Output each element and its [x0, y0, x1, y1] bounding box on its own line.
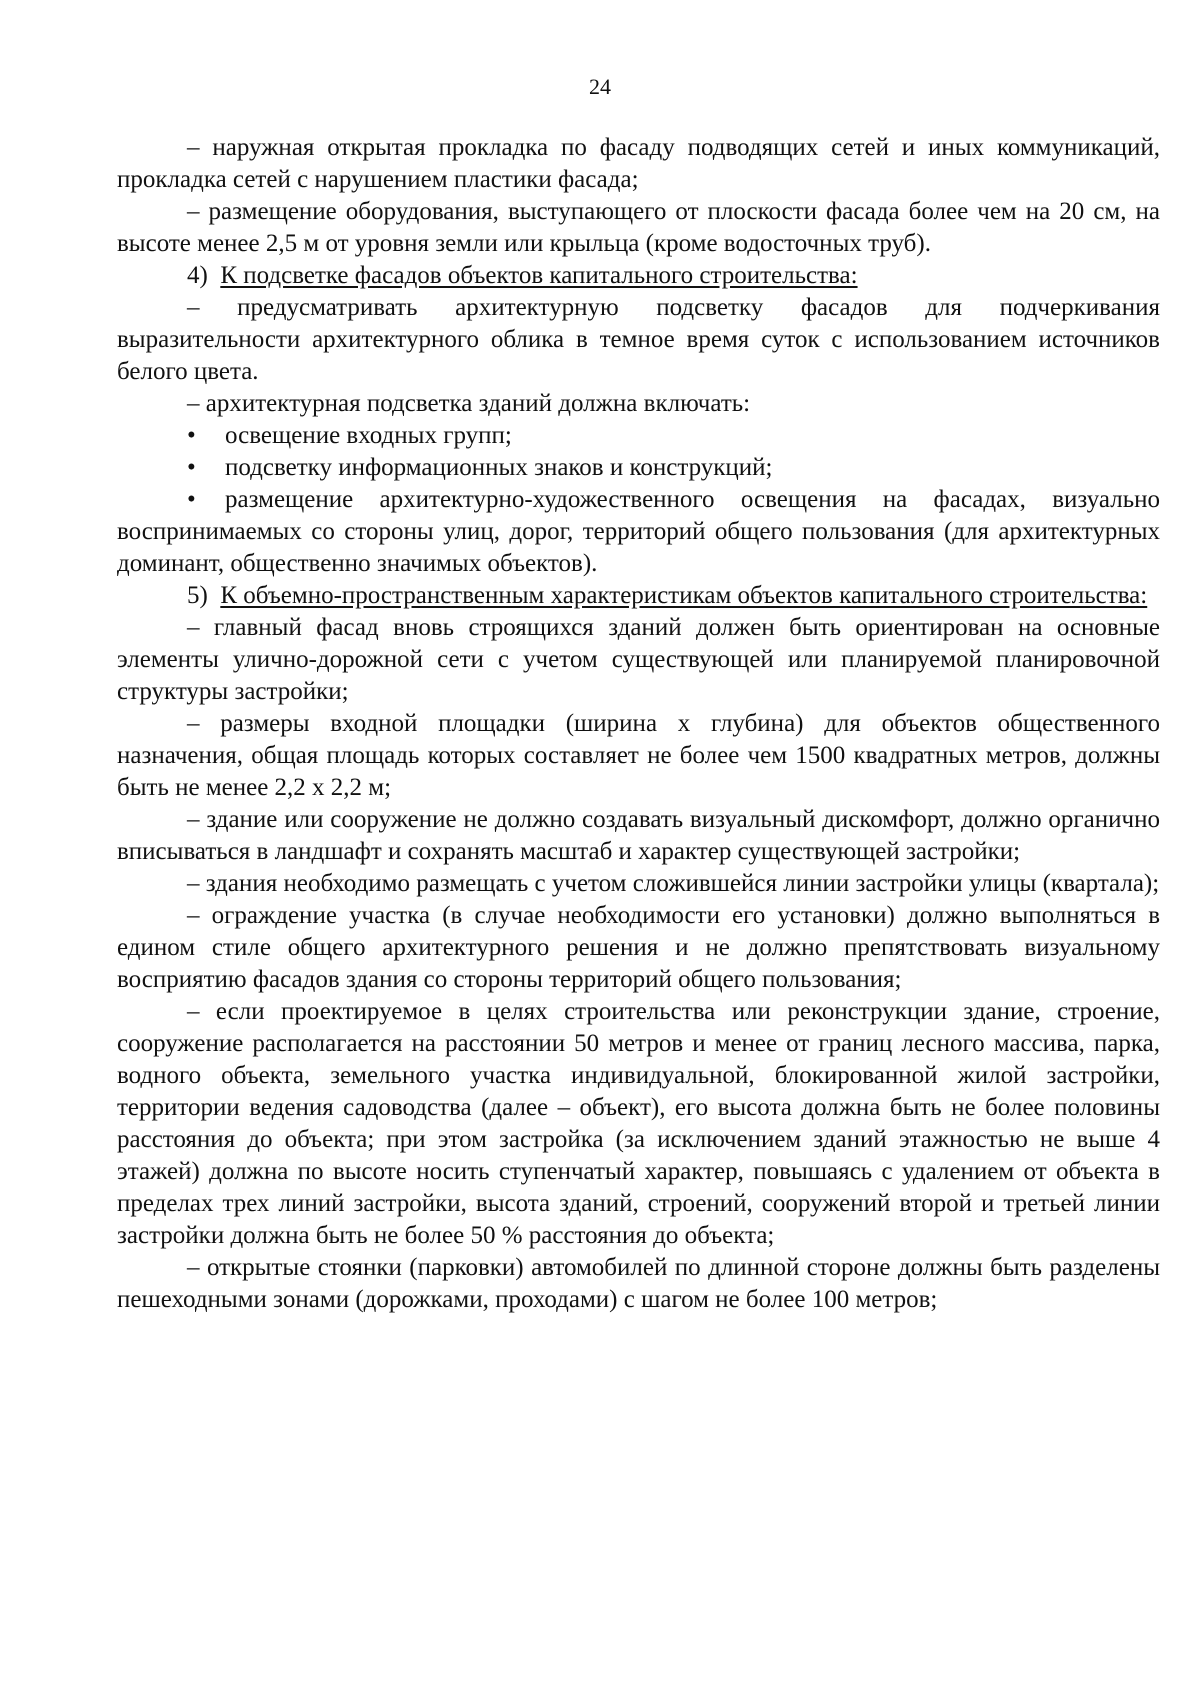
bullet-text: освещение входных групп;	[225, 422, 512, 449]
section-title: К объемно-пространственным характеристикам объектов капитального строительства:	[220, 582, 1148, 609]
bullet-icon: •	[187, 454, 196, 481]
bullet-item	[117, 484, 1160, 580]
page-number: 24	[589, 74, 611, 99]
paragraph: – если проектируемое в целях строительства или реконструкции здание, строение, сооружение располагается на расстоянии 50 метров и менее от границ лесного массива, парка, водного объекта, земельного участка индивидуальной, блокированной жилой застройки, территории ведения садоводства (далее – объект), его высота должна быть не более половины расстояния до объекта; при этом застройка (за исключением зданий этажностью не выше 4 этажей) должна по высоте носить ступенчатый характер, повышаясь с удалением от объекта в пределах трех линий застройки, высота зданий, строений, сооружений второй и третьей линии застройки должна быть не более 50 % расстояния до объекта;	[117, 998, 1160, 1249]
paragraph: – наружная открытая прокладка по фасаду подводящих сетей и иных коммуникаций, прокладка сетей с нарушением пластики фасада;	[117, 134, 1160, 193]
bullet-text: размещение архитектурно-художественного освещения на фасадах, визуально воспринимаемых со стороны улиц, дорог, территорий общего пользования (для архитектурных доминант, общественно значимых объектов).	[117, 486, 1160, 577]
paragraph: – размещение оборудования, выступающего от плоскости фасада более чем на 20 см, на высоте менее 2,5 м от уровня земли или крыльца (кроме водосточных труб).	[117, 198, 1160, 257]
bullet-text: подсветку информационных знаков и конструкций;	[225, 454, 773, 481]
paragraph: – открытые стоянки (парковки) автомобилей по длинной стороне должны быть разделены пешеходными зонами (дорожками, проходами) с шагом не более 100 метров;	[117, 1254, 1160, 1313]
bullet-item	[117, 452, 1160, 484]
paragraph: – предусматривать архитектурную подсветку фасадов для подчеркивания выразительности архитектурного облика в темное время суток с использованием источников белого цвета.	[117, 294, 1160, 385]
paragraph: – архитектурная подсветка зданий должна включать:	[187, 390, 751, 417]
paragraph: – главный фасад вновь строящихся зданий должен быть ориентирован на основные элементы улично-дорожной сети с учетом существующей или планируемой планировочной структуры застройки;	[117, 614, 1160, 705]
paragraph: – ограждение участка (в случае необходимости его установки) должно выполняться в едином стиле общего архитектурного решения и не должно препятствовать визуальному восприятию фасадов здания со стороны территорий общего пользования;	[117, 902, 1160, 993]
paragraph: – здание или сооружение не должно создавать визуальный дискомфорт, должно органично вписываться в ландшафт и сохранять масштаб и характер существующей застройки;	[117, 806, 1160, 865]
document-body	[117, 132, 1160, 1316]
bullet-icon: •	[187, 422, 196, 449]
section-number: 4)	[187, 262, 208, 289]
section-number: 5)	[187, 582, 208, 609]
bullet-item	[117, 420, 1160, 452]
section-heading	[117, 260, 1160, 292]
section-title: К подсветке фасадов объектов капитального строительства:	[220, 262, 858, 289]
bullet-icon: •	[187, 486, 196, 513]
section-heading	[117, 580, 1160, 612]
paragraph: – размеры входной площадки (ширина х глубина) для объектов общественного назначения, общая площадь которых составляет не более чем 1500 квадратных метров, должны быть не менее 2,2 х 2,2 м;	[117, 710, 1160, 801]
paragraph: – здания необходимо размещать с учетом сложившейся линии застройки улицы (квартала);	[187, 870, 1160, 897]
